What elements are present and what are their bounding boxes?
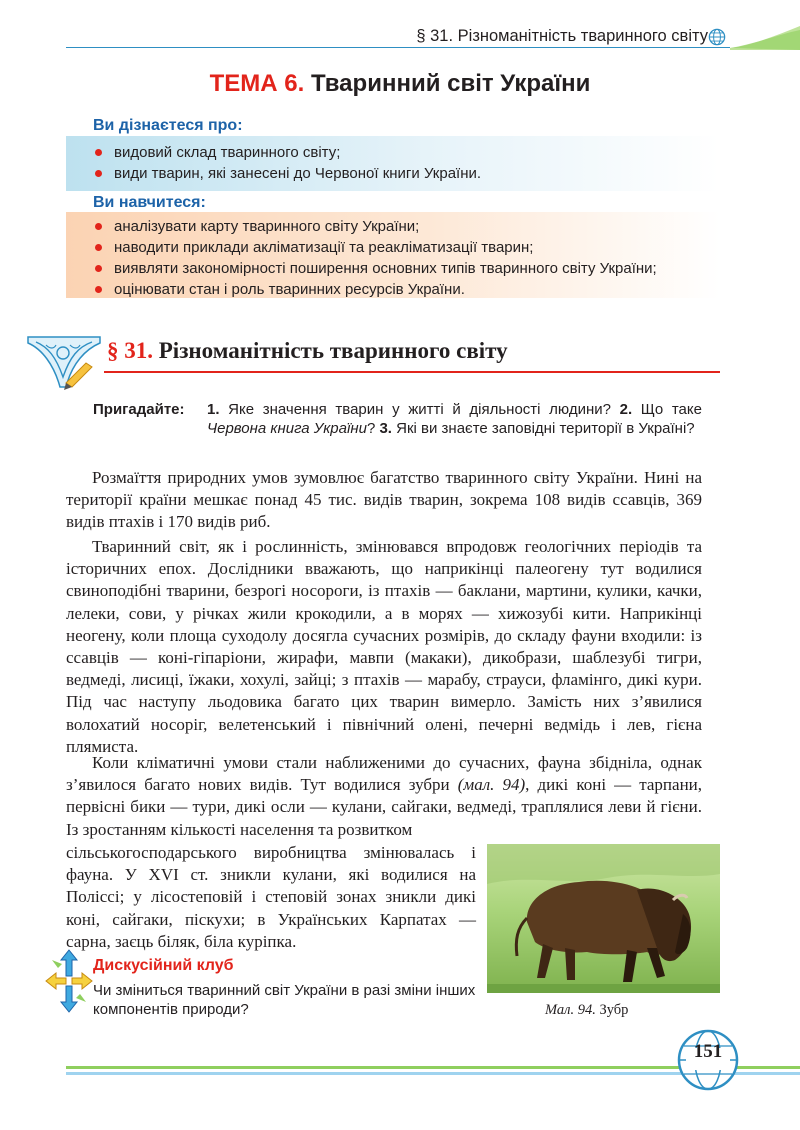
question-text: Яке значення тварин у житті й діяльності людини?	[228, 401, 611, 418]
running-header-title: § 31. Різноманітність тваринного світу	[416, 27, 708, 45]
paragraph-text: Коли кліматичні умови стали наближеними до сучасних, фауна збідніла, однак з’явилося багато нових видів. Тут водилися зубри	[66, 753, 702, 795]
body-paragraph: Тваринний світ, як і рослинність, змінювався впродовж геологічних періодів та історичних епох. Дослідники вважають, що наприкінці палеогену тут водилися свиноподібні тварини, безрогі носороги, із птахів — баклани, мартини, кулики, качки, лелеки, сови, у річках жили крокодили, а в морях — хижозубі кити. Наприкінці неогену, коли площа суходолу досягла сучасних розмірів, до складу фауни входили: із ссавців — коні-гіпаріони, жирафи, мавпи (макаки), дикобрази, шаблезубі тигри, ведмеді, лисиці, їжаки, хохулі, зайці; з птахів — марабу, страуси, фламінго, дикі кури. Під час наступу льодовика багато цих тварин вимерло. Замість них з’явилися волохатий носоріг, велетенський і північний олені, печерні ведмідь і лев, гієна плямиста.	[66, 537, 702, 756]
figure-label: Мал. 94.	[545, 1002, 596, 1018]
learn-heading: Ви дізнаєтеся про:	[93, 117, 243, 134]
discussion-arrows-icon	[44, 948, 94, 1014]
section-number: § 31.	[107, 338, 153, 363]
question-italic: Червона книга України	[207, 419, 367, 437]
section-title	[107, 338, 508, 364]
learn-item: видовий склад тваринного світу;	[93, 142, 720, 163]
skills-item: виявляти закономірності поширення основних типів тваринного світу України;	[93, 258, 720, 279]
topic-name: Тваринний світ України	[311, 70, 591, 97]
page-number: 151	[693, 1041, 723, 1062]
question-mark: ?	[366, 419, 376, 437]
learn-item: види тварин, які занесені до Червоної книги України.	[93, 163, 720, 184]
globe-icon	[708, 28, 726, 46]
skills-item: аналізувати карту тваринного світу України;	[93, 216, 720, 237]
question-number: 1.	[207, 401, 220, 418]
header-rule	[66, 47, 730, 48]
section-rule	[104, 371, 720, 373]
body-paragraph: сільськогосподарського виробництва змінювалась і фауна. У XVI ст. зникли кулани, які водилися на Поліссі; у лісостеповій і степовій зонах зникли дикі коні, сайгаки, піскухи; в Українських Карпатах — сарна, заєць біляк, біла куріпка.	[66, 843, 476, 951]
skills-item: наводити приклади акліматизації та реакліматизації тварин;	[93, 237, 720, 258]
question-number: 3.	[379, 419, 392, 437]
ornament-icon	[26, 333, 102, 391]
skills-item: оцінювати стан і роль тваринних ресурсів України.	[93, 279, 720, 300]
section-name: Різноманітність тваринного світу	[158, 338, 508, 363]
skills-heading: Ви навчитеся:	[93, 194, 206, 211]
bison-image	[487, 844, 720, 993]
paragraph-text: , дикі коні — тарпани, первісні бики — тури, дикі осли — кулани, сайгаки, ведмеді, траплялися леви й гієни. Із зростанням кількості населення та розвитком	[66, 775, 703, 839]
question-text: Що таке	[640, 401, 702, 418]
figure-name: Зубр	[599, 1002, 629, 1018]
recall-questions	[207, 401, 702, 438]
body-paragraph	[66, 752, 702, 841]
header-decoration	[730, 24, 800, 50]
learn-box	[66, 136, 720, 191]
question-text: Які ви знаєте заповідні території в Україні?	[396, 419, 695, 437]
question-number: 2.	[619, 401, 633, 418]
skills-box	[66, 212, 720, 298]
figure-reference: (мал. 94)	[457, 775, 526, 795]
figure-caption	[545, 1002, 628, 1019]
topic-prefix: ТЕМА 6.	[209, 70, 305, 97]
recall-label: Пригадайте:	[93, 401, 185, 418]
topic-title	[0, 70, 800, 98]
skills-list	[93, 216, 720, 300]
learn-list	[93, 142, 720, 184]
body-paragraph: Розмаїття природних умов зумовлює багатство тваринного світу України. Нині на території країни мешкає понад 45 тис. видів тварин, зокрема 108 видів ссавців, 369 видів птахів і 170 видів риб.	[66, 468, 702, 532]
club-question: Чи зміниться тваринний світ України в разі зміни інших компонентів природи?	[93, 982, 476, 1018]
club-title: Дискусійний клуб	[93, 957, 234, 974]
